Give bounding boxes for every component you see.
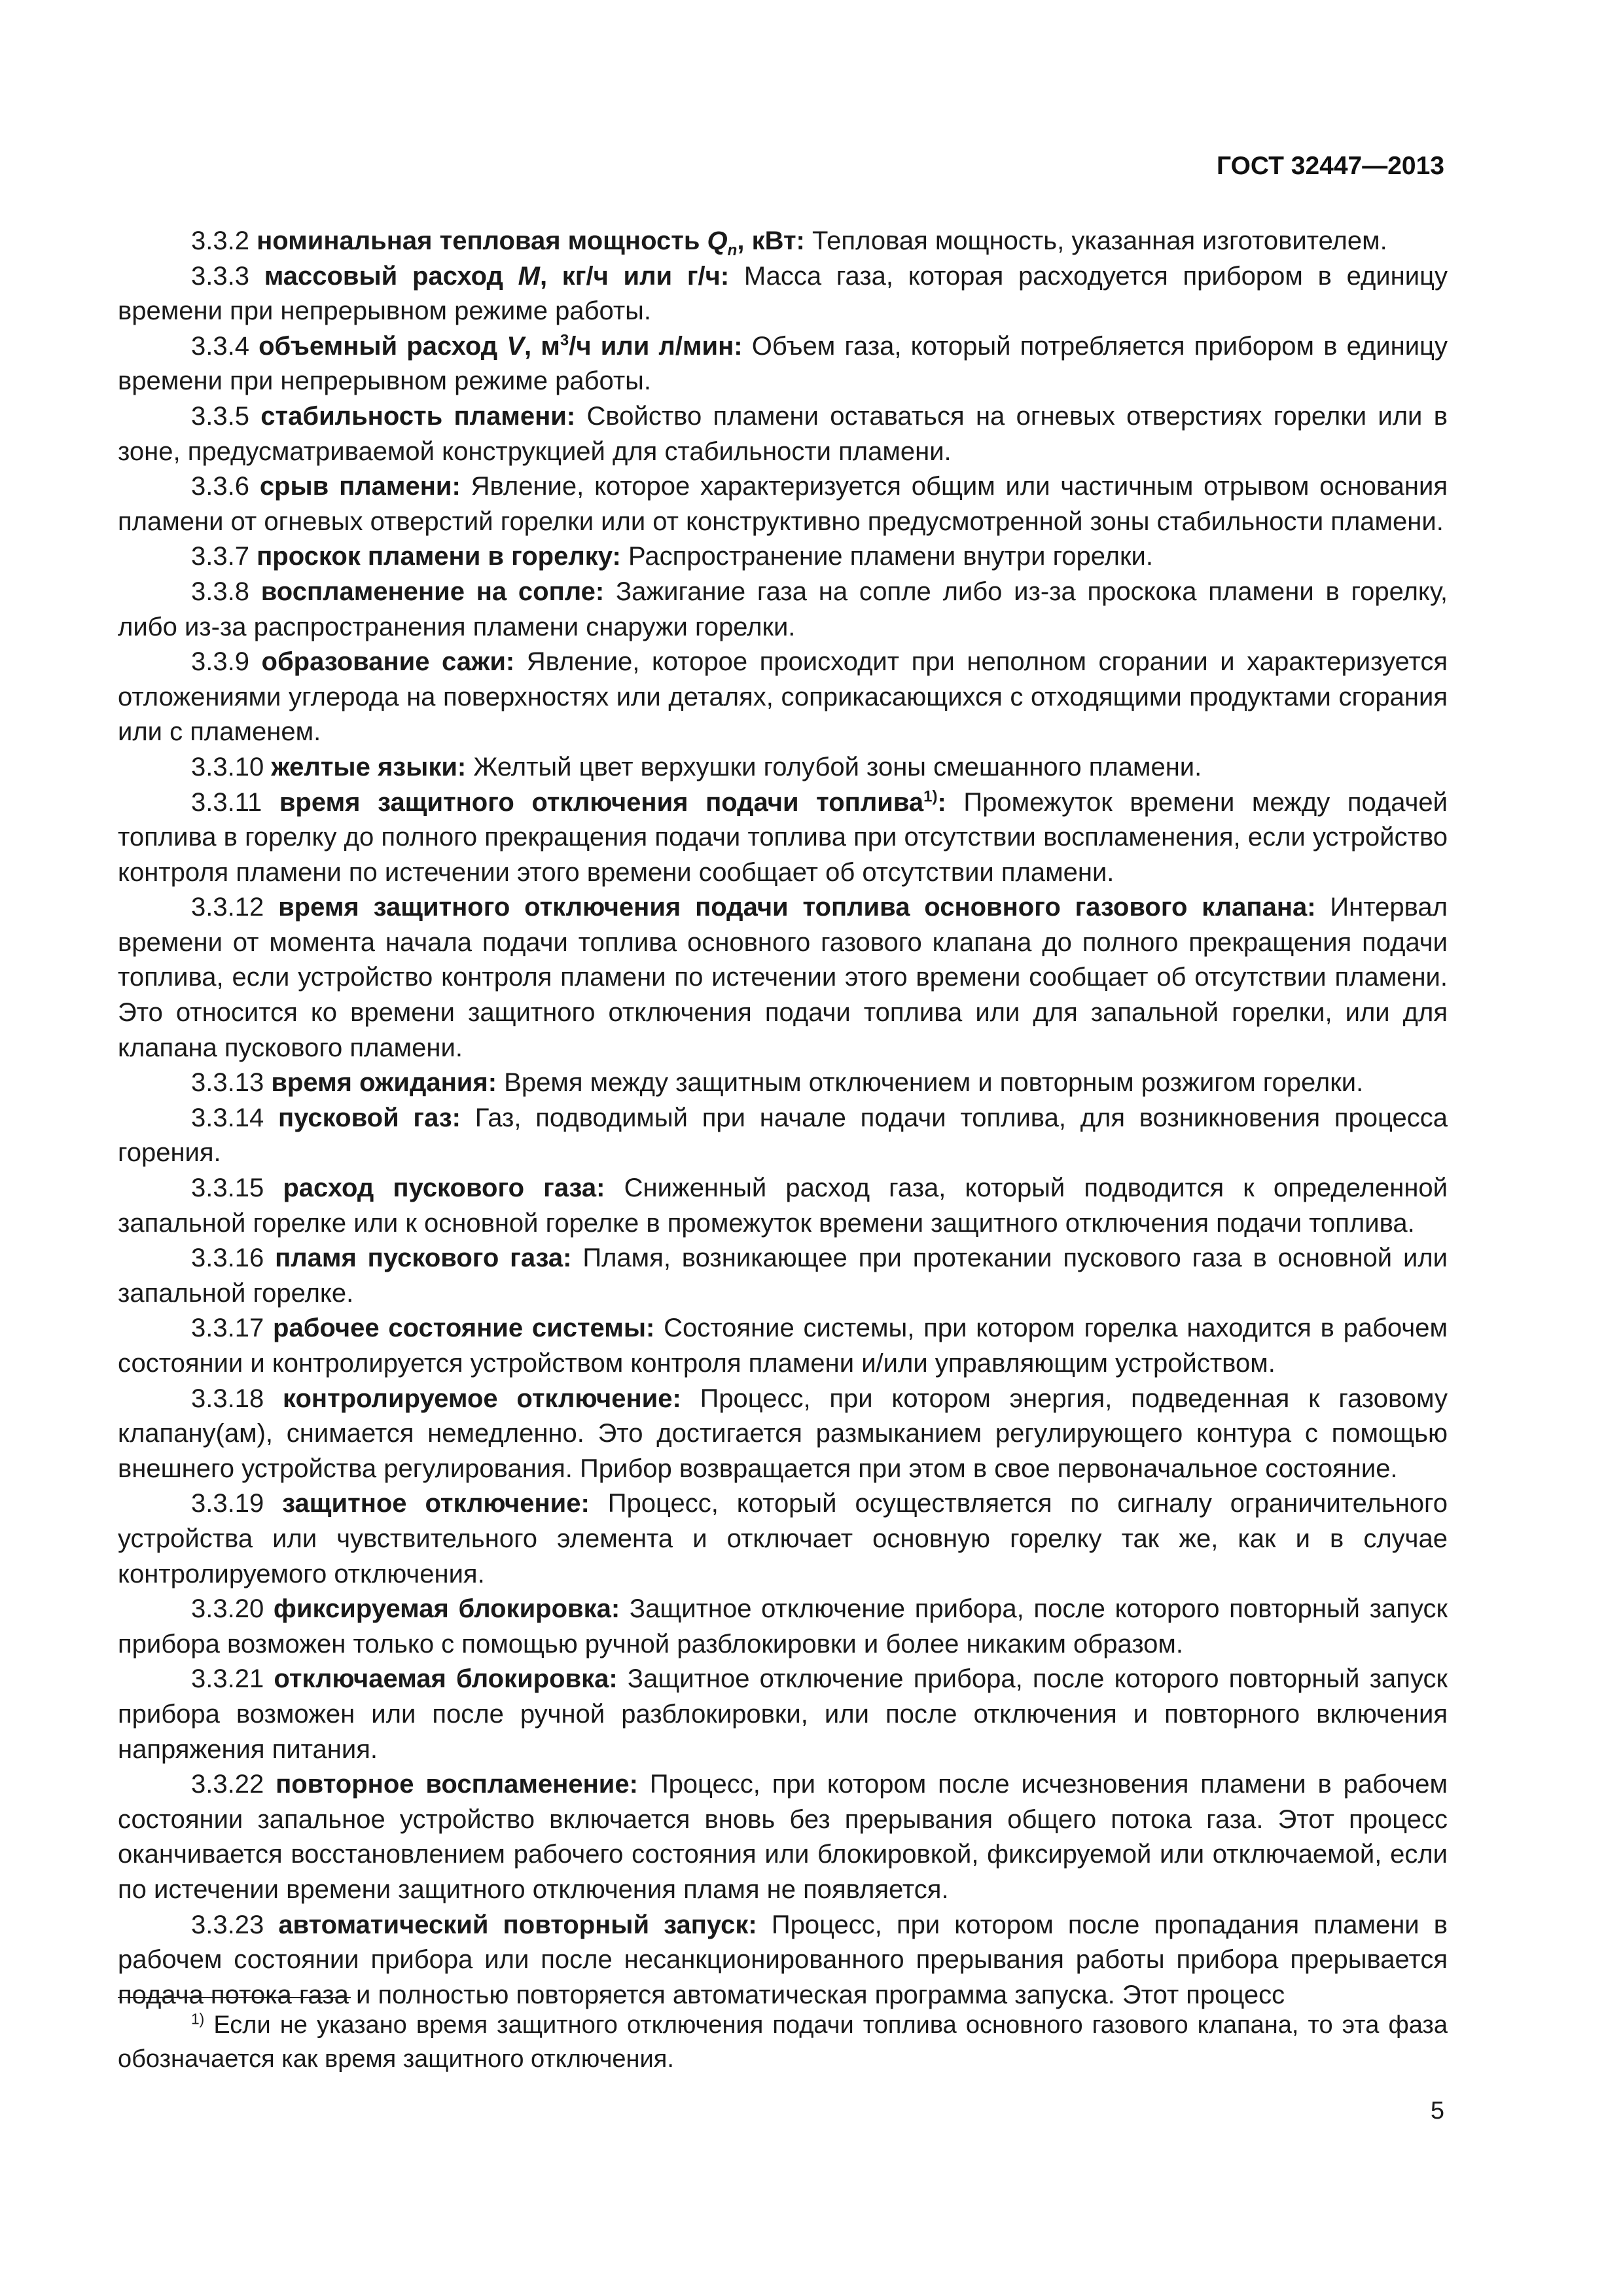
clause-definition: Время между защитным отключением и повторным розжигом горелки. [504,1068,1364,1098]
clause-3-3-10 [118,750,1448,785]
clause-3-3-22 [118,1767,1448,1907]
clause-term: отключаемая блокировка: [274,1664,618,1694]
clause-number: 3.3.7 [191,542,249,571]
clause-3-3-3 [118,259,1448,329]
clause-definition: Промежуток времени между подачей топлива в горелку до полного прекращения подачи топлива при отсутствии воспламенения, если устройство контроля пламени по истечении этого времени сообщает об отсутствии пламени. [118,787,1448,887]
symbol-subscript: n [727,242,738,259]
clause-term: рабочее состояние системы: [273,1314,655,1343]
clause-3-3-4 [118,329,1448,399]
clause-term: желтые языки: [271,752,467,781]
symbol: Q [707,226,728,255]
clause-definition: Газ, подводимый при начале подачи топлива, для возникновения процесса горения. [118,1103,1448,1168]
clause-term: время ожидания: [271,1068,497,1098]
clause-term: время защитного отключения подачи топлива$^{1)}$: [279,787,946,817]
clause-3-3-5 [118,399,1448,469]
clause-number: 3.3.19 [191,1489,264,1518]
clause-number: 3.3.20 [191,1594,264,1624]
clause-term: срыв пламени: [259,472,461,501]
clause-number: 3.3.17 [191,1314,264,1343]
clause-3-3-11 [118,785,1448,891]
clause-number: 3.3.23 [191,1910,264,1939]
clause-term: образование сажи: [261,647,515,677]
clause-definition: Интервал времени от момента начала подачи топлива основного газового клапана до полного прекращения подачи топлива, если устройство контроля пламени по истечении этого времени сообщает об отсутствии пламени. Это относится ко времени защитного отключения подачи топлива или для запальной горелки, или для клапана пускового пламени. [118,893,1448,1062]
clause-term: объемный расход V, $м^3/ч$ или л/мин: [259,331,743,361]
clause-definition: Состояние системы, при котором горелка находится в рабочем состоянии и контролируется устройством контроля пламени и/или управляющим устройством. [118,1314,1448,1378]
definitions-list [118,224,1448,2013]
clause-term: контролируемое отключение: [283,1384,681,1413]
clause-number: 3.3.18 [191,1384,264,1413]
clause-3-3-16 [118,1241,1448,1311]
clause-number: 3.3.21 [191,1664,264,1694]
clause-3-3-17 [118,1311,1448,1381]
clause-number: 3.3.9 [191,647,249,677]
clause-definition: Явление, которое характеризуется общим или частичным отрывом основания пламени от огневых отверстий горелки или от конструктивно предусмотренной зоны стабильности пламени. [118,472,1448,536]
clause-term: проскок пламени в горелку: [257,542,621,571]
clause-3-3-9 [118,645,1448,750]
clause-term: номинальная тепловая мощность $Q_n$, кВт: [257,226,805,259]
clause-definition: Желтый цвет верхушки голубой зоны смешанного пламени. [473,752,1202,781]
clause-definition: Процесс, при котором после исчезновения пламени в рабочем состоянии запальное устройство включается вновь без прерывания общего потока газа. Этот процесс оканчивается восстановлением рабочего состояния или блокировкой, фиксируемой или отключаемой, если по истечении времени защитного отключения пламя не появляется. [118,1770,1448,1904]
clause-number: 3.3.12 [191,893,264,922]
clause-3-3-2 [118,224,1448,259]
clause-definition: Объем газа, который потребляется прибором в единицу времени при непрерывном режиме работы. [118,331,1448,396]
footnote-mark: 1) [191,2010,205,2028]
clause-3-3-18 [118,1382,1448,1487]
clause-number: 3.3.3 [191,261,249,291]
symbol: V [507,331,525,361]
clause-3-3-7 [118,539,1448,575]
clause-term: воспламенение на сопле: [260,577,605,606]
clause-3-3-19 [118,1486,1448,1592]
clause-definition: Явление, которое происходит при неполном сгорании и характеризуется отложениями углерода на поверхностях или деталях, соприкасающихся с отходящими продуктами сгорания или с пламенем. [118,647,1448,747]
clause-number: 3.3.13 [191,1068,264,1098]
clause-3-3-6 [118,469,1448,539]
unit: /ч или л/мин: [569,331,743,361]
clause-definition: Защитное отключение прибора, после которого повторный запуск прибора возможен только с помощью ручной разблокировки и более никаким образом. [118,1594,1448,1659]
clause-term: массовый расход M, кг/ч или г/ч: [264,261,730,291]
clause-definition: Пламя, возникающее при протекании пускового газа в основной или запальной горелке. [118,1244,1448,1308]
clause-3-3-21 [118,1662,1448,1767]
clause-term: пусковой газ: [277,1103,461,1132]
clause-definition: Процесс, при котором энергия, подведенная к газовому клапану(ам), снимается немедленно. Это достигается размыканием регулирующего контура с помощью внешнего устройства регулирования. Прибор возвращается при этом в свое первоначальное состояние. [118,1384,1448,1483]
clause-3-3-15 [118,1171,1448,1241]
clause-number: 3.3.4 [191,331,249,361]
symbol: M [518,261,540,291]
clause-3-3-13 [118,1066,1448,1101]
clause-number: 3.3.6 [191,472,249,501]
page-number: 5 [1430,2097,1444,2125]
clause-definition: Зажигание газа на сопле либо из-за проскока пламени в горелку, либо из-за распространения пламени снаружи горелки. [118,577,1448,641]
clause-definition: Масса газа, которая расходуется прибором в единицу времени при непрерывном режиме работы. [118,261,1448,326]
clause-term: повторное воспламенение: [276,1770,638,1799]
clause-number: 3.3.16 [191,1244,264,1273]
clause-term: время защитного отключения подачи топлива основного газового клапана: [278,893,1316,922]
footnote-text: $^{1)}$ Если не указано время защитного отключения подачи топлива основного газового клапана, то эта фаза обозначается как время защитного отключения. [118,2010,1448,2073]
clause-term: расход пускового газа: [283,1174,605,1203]
clause-term: защитное отключение: [282,1489,590,1518]
clause-definition: Распространение пламени внутри горелки. [628,542,1153,571]
clause-definition: Тепловая мощность, указанная изготовителем. [812,226,1387,255]
clause-definition: Защитное отключение прибора, после которого повторный запуск прибора возможен или после ручной разблокировки, или после отключения и повторного включения напряжения питания. [118,1664,1448,1764]
clause-term: фиксируемая блокировка: [273,1594,620,1624]
clause-3-3-14 [118,1101,1448,1171]
clause-term: стабильность пламени: [260,401,576,431]
clause-definition: Процесс, при котором после пропадания пламени в рабочем состоянии прибора или после несанкционированного прерывания работы прибора прерывается подача потока газа и полностью повторяется автоматическая программа запуска. Этот процесс [118,1910,1448,2009]
footnote-ref: 1) [923,787,938,806]
clause-number: 3.3.11 [191,787,262,817]
clause-3-3-12 [118,890,1448,1066]
clause-definition: Процесс, который осуществляется по сигналу ограничительного устройства или чувствительного элемента и отключает основную горелку так же, как и в случае контролируемого отключения. [118,1489,1448,1588]
clause-term: автоматический повторный запуск: [278,1910,757,1939]
clause-number: 3.3.10 [191,752,264,781]
clause-number: 3.3.22 [191,1770,264,1799]
clause-number: 3.3.15 [191,1174,264,1203]
footnote-divider [118,1997,351,1998]
footnote [118,2008,1448,2076]
unit: , кг/ч или г/ч: [539,261,730,291]
clause-number: 3.3.2 [191,226,249,255]
clause-term: пламя пускового газа: [275,1244,572,1273]
unit-superscript: 3 [560,331,569,350]
unit: , кВт: [737,226,805,255]
clause-3-3-20 [118,1592,1448,1662]
document-code: ГОСТ 32447—2013 [1217,152,1444,180]
clause-definition: Сниженный расход газа, который подводится к определенной запальной горелке или к основной горелке в промежуток времени защитного отключения подачи топлива. [118,1174,1448,1238]
clause-number: 3.3.8 [191,577,249,606]
unit: , м [524,331,560,361]
clause-definition: Свойство пламени оставаться на огневых отверстиях горелки или в зоне, предусматриваемой конструкцией для стабильности пламени. [118,401,1448,466]
clause-number: 3.3.5 [191,401,249,431]
clause-number: 3.3.14 [191,1103,264,1132]
clause-3-3-8 [118,575,1448,645]
